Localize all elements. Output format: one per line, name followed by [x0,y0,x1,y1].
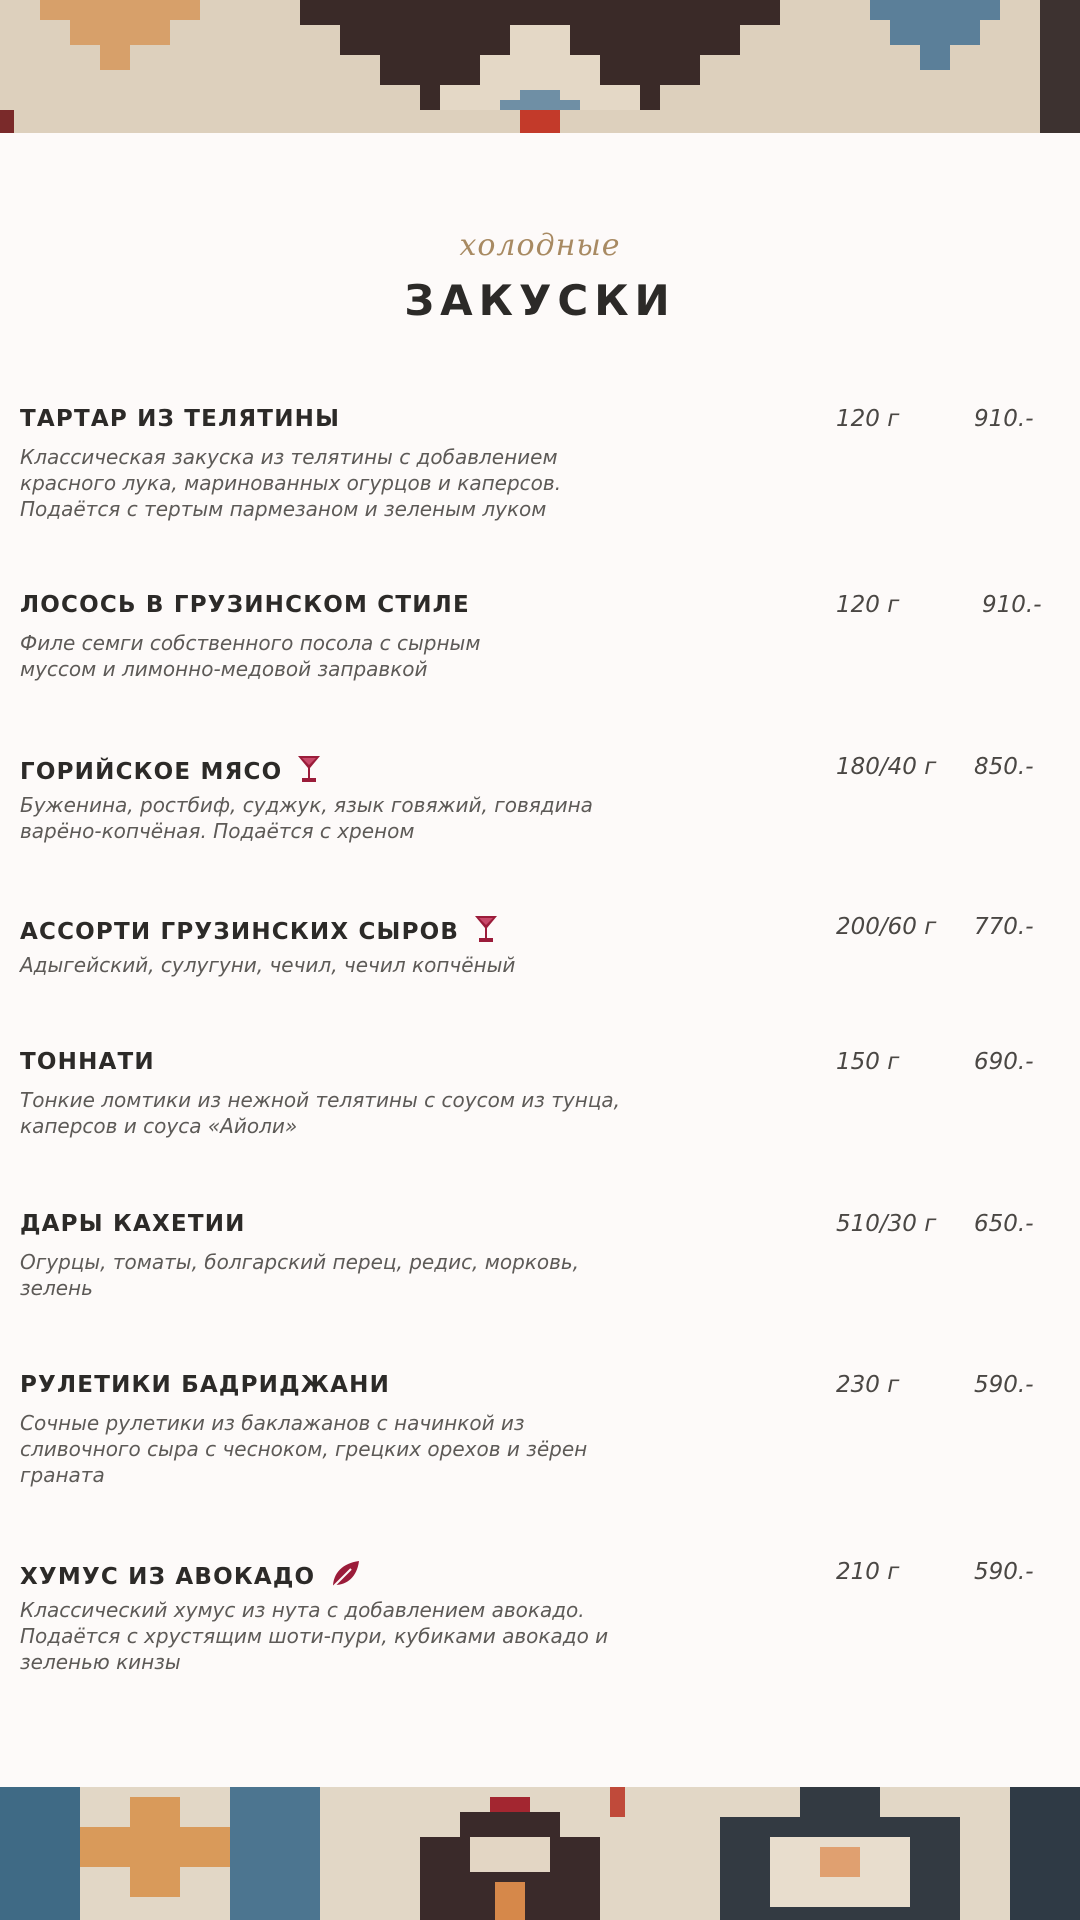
item-name: ДАРЫ КАХЕТИИ [20,1211,246,1237]
item-description: Сочные рулетики из баклажанов с начинкой из сливочного сыра с чесноком, грецких орехов и зёрен граната [20,1411,588,1487]
item-price: 650.- [974,1211,1034,1237]
item-price: 910.- [982,592,1042,618]
item-description: Филе семги собственного посола с сырным муссом и лимонно-медовой заправкой [20,631,481,681]
leaf-icon [329,1559,361,1595]
item-description: Классическая закуска из телятины с добавлением красного лука, маринованных огурцов и каперсов. Подаётся с тертым пармезаном и зеленым луком [20,445,562,521]
section-title: ЗАКУСКИ [404,276,676,325]
item-weight: 180/40 г [836,754,937,780]
item-description: Буженина, ростбиф, суджук, язык говяжий, говядина варёно-копчёная. Подаётся с хреном [20,793,593,843]
wine-glass-icon [296,754,322,790]
section-subtitle: холодные [459,228,621,263]
item-name: АССОРТИ ГРУЗИНСКИХ СЫРОВ [20,914,499,950]
item-name: ТОННАТИ [20,1049,155,1075]
item-price: 590.- [974,1372,1034,1398]
item-price: 590.- [974,1559,1034,1585]
item-name: ГОРИЙСКОЕ МЯСО [20,754,322,790]
top-carpet-pattern [0,0,1080,133]
item-description: Классический хумус из нута с добавлением авокадо. Подаётся с хрустящим шоти-пури, кубиками авокадо и зеленью кинзы [20,1598,609,1674]
item-weight: 120 г [836,406,900,432]
item-weight: 120 г [836,592,900,618]
item-weight: 230 г [836,1372,900,1398]
item-name: ХУМУС ИЗ АВОКАДО [20,1559,361,1595]
item-price: 770.- [974,914,1034,940]
item-weight: 150 г [836,1049,900,1075]
item-name: РУЛЕТИКИ БАДРИДЖАНИ [20,1372,391,1398]
item-description: Адыгейский, сулугуни, чечил, чечил копчёный [20,953,516,977]
item-weight: 510/30 г [836,1211,937,1237]
item-name: ТАРТАР ИЗ ТЕЛЯТИНЫ [20,406,341,432]
item-price: 850.- [974,754,1034,780]
bottom-carpet-pattern [0,1787,1080,1920]
item-name: ЛОСОСЬ В ГРУЗИНСКОМ СТИЛЕ [20,592,470,618]
item-weight: 200/60 г [836,914,937,940]
item-weight: 210 г [836,1559,900,1585]
item-price: 910.- [974,406,1034,432]
item-description: Тонкие ломтики из нежной телятины с соусом из тунца, каперсов и соуса «Айоли» [20,1088,621,1138]
item-price: 690.- [974,1049,1034,1075]
wine-glass-icon [473,914,499,950]
item-description: Огурцы, томаты, болгарский перец, редис, морковь, зелень [20,1250,580,1300]
